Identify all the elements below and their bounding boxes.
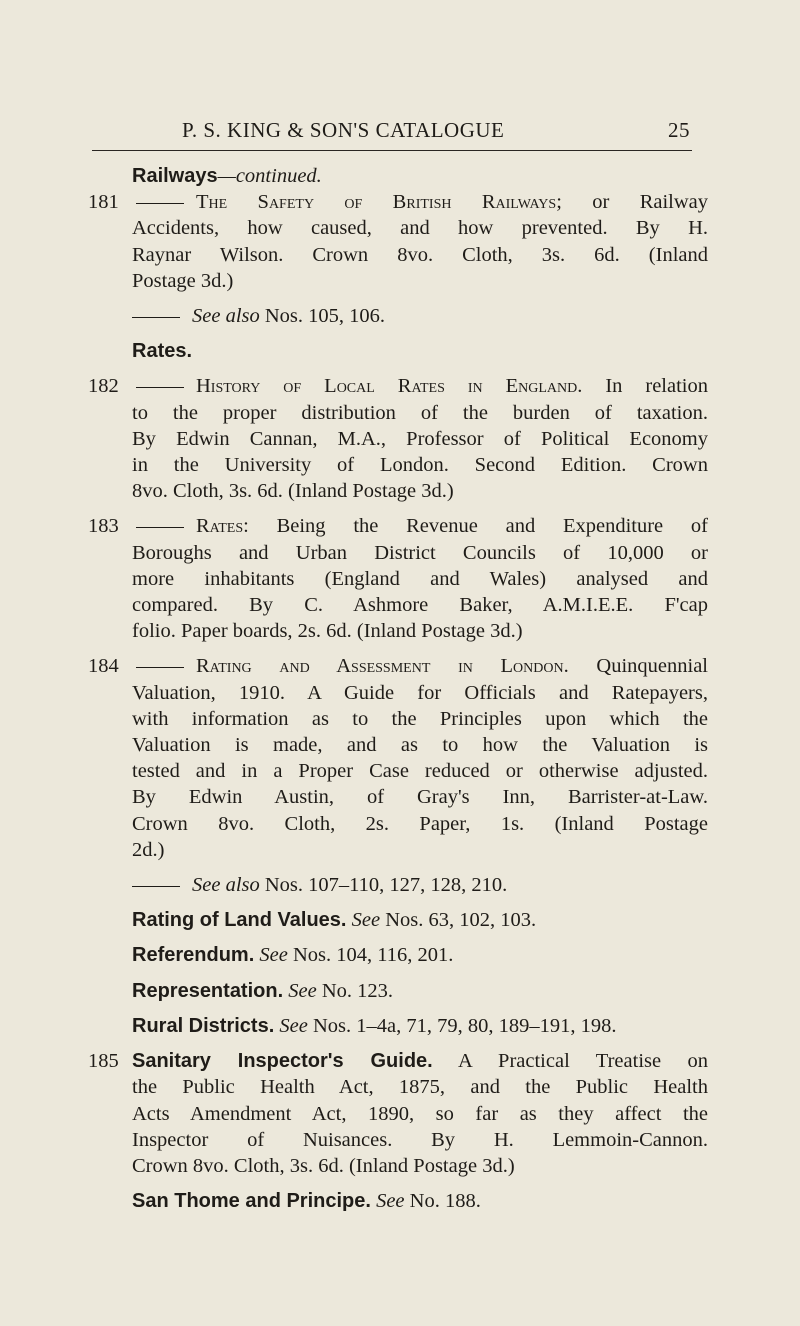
catalogue-entry-185: 185 Sanitary Inspector's Guide. A Practical Treatise on the Public Health Act, 1875, and the Public Health Acts Amendment Act, 1890, so far as they affect the Inspector of Nuisances. By H. Lemmoin-Cannon. Crown 8vo. Cloth, 3s. 6d. (Inland Postage 3d.): [88, 1050, 708, 1177]
header-rule: [92, 150, 692, 151]
page-number: 25: [668, 118, 690, 142]
see-also-rates: See also Nos. 107–110, 127, 128, 210.: [88, 872, 708, 898]
running-head-title: P. S. KING & SON'S CATALOGUE: [182, 118, 505, 142]
cross-ref-rural-districts: Rural Districts. See Nos. 1–4a, 71, 79, 80, 189–191, 198.: [132, 1014, 617, 1037]
cross-ref-san-thome: San Thome and Principe. See No. 188.: [132, 1190, 481, 1213]
entry-title: Rates: [196, 515, 244, 538]
section-heading-rates: Rates.: [132, 340, 193, 363]
catalogue-entry-182: 182 History of Local Rates in England. In relation to the proper distribution of the burden of taxation. By Edwin Cannan, M.A., Professor of Political Economy in the University of London. Second Edition. Crown 8vo. Cloth, 3s. 6d. (Inland Postage 3d.): [88, 375, 708, 503]
section-heading-railways: Railways—continued.: [132, 165, 322, 187]
cross-ref-referendum: Referendum. See Nos. 104, 116, 201.: [132, 944, 454, 967]
catalogue-body: [88, 163, 708, 1214]
entry-title: History of Local Rates in England.: [196, 375, 583, 398]
entry-title: The Safety of British Railways: [196, 191, 557, 214]
catalogue-entry-184: 184 Rating and Assessment in London. Quinquennial Valuation, 1910. A Guide for Officials and Ratepayers, with information as to the Principles upon which the Valuation is made, and as to how the Valuation is tested and in a Proper Case reduced or otherwise adjusted. By Edwin Austin, of Gray's Inn, Barrister-at-Law. Crown 8vo. Cloth, 2s. Paper, 1s. (Inland Postage 2d.): [88, 655, 708, 861]
entry-title: Sanitary Inspector's Guide.: [132, 1050, 433, 1073]
cross-ref-rating-of-land-values: Rating of Land Values. See Nos. 63, 102, 103.: [132, 909, 537, 932]
cross-ref-representation: Representation. See No. 123.: [132, 979, 394, 1002]
entry-title: Rating and Assessment in London.: [196, 655, 569, 678]
see-also-railways: See also Nos. 105, 106.: [88, 303, 708, 329]
catalogue-entry-181: 181 The Safety of British Railways; or Railway Accidents, how caused, and how prevented. By H. Raynar Wilson. Crown 8vo. Cloth, 3s. 6d. (Inland Postage 3d.): [88, 191, 709, 292]
catalogue-entry-183: 183 Rates: Being the Revenue and Expenditure of Boroughs and Urban District Councils of 10,000 or more inhabitants (England and Wales) analysed and compared. By C. Ashmore Baker, A.M.I.E.E. F'cap folio. Paper boards, 2s. 6d. (Inland Postage 3d.): [88, 515, 708, 643]
